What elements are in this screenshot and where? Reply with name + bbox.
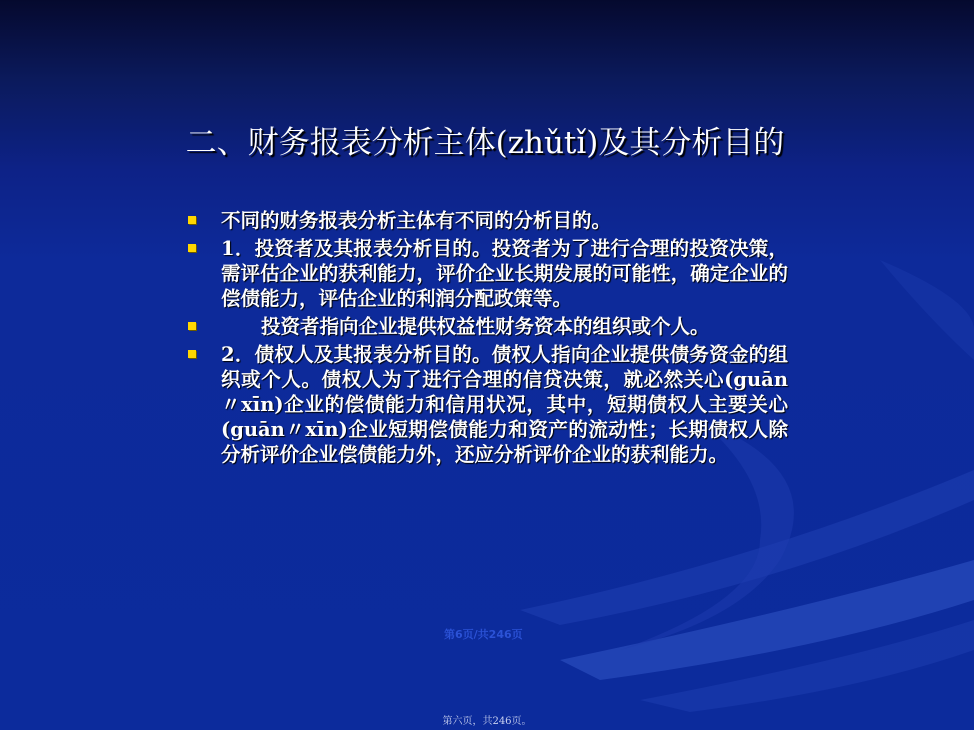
bullet-item [186, 208, 788, 233]
bullet-item [186, 314, 788, 339]
bullet-text: 1．投资者及其报表分析目的。投资者为了进行合理的投资决策，需评估企业的获利能力，评价企业长期发展的可能性，确定企业的偿债能力，评估企业的利润分配政策等。 [221, 237, 788, 310]
bullet-text: 投资者指向企业提供权益性财务资本的组织或个人。 [261, 315, 710, 338]
bullet-item [186, 236, 788, 311]
footer-page-label: 第六页，共246页。 [442, 716, 532, 727]
bullet-text: 不同的财务报表分析主体有不同的分析目的。 [221, 209, 612, 232]
bullet-list [186, 208, 788, 470]
square-bullet-icon [188, 216, 196, 224]
bullet-text: 2．债权人及其报表分析目的。债权人指向企业提供债务资金的组织或个人。债权人为了进行合理的信贷决策，就必然关心(guān〃xīn)企业的偿债能力和信用状况，其中，短期债权人主要关心(guān〃xīn)企业短期偿债能力和资产的流动性；长期债权人除分析评价企业偿债能力外，还应分析评价企业的获利能力。 [221, 343, 788, 466]
slide-title: 二、财务报表分析主体(zhǔtǐ)及其分析目的 [185, 125, 785, 161]
page-number: 第6页/共246页 [444, 628, 523, 641]
bullet-item [186, 342, 788, 467]
square-bullet-icon [188, 350, 196, 358]
square-bullet-icon [188, 322, 196, 330]
square-bullet-icon [188, 244, 196, 252]
